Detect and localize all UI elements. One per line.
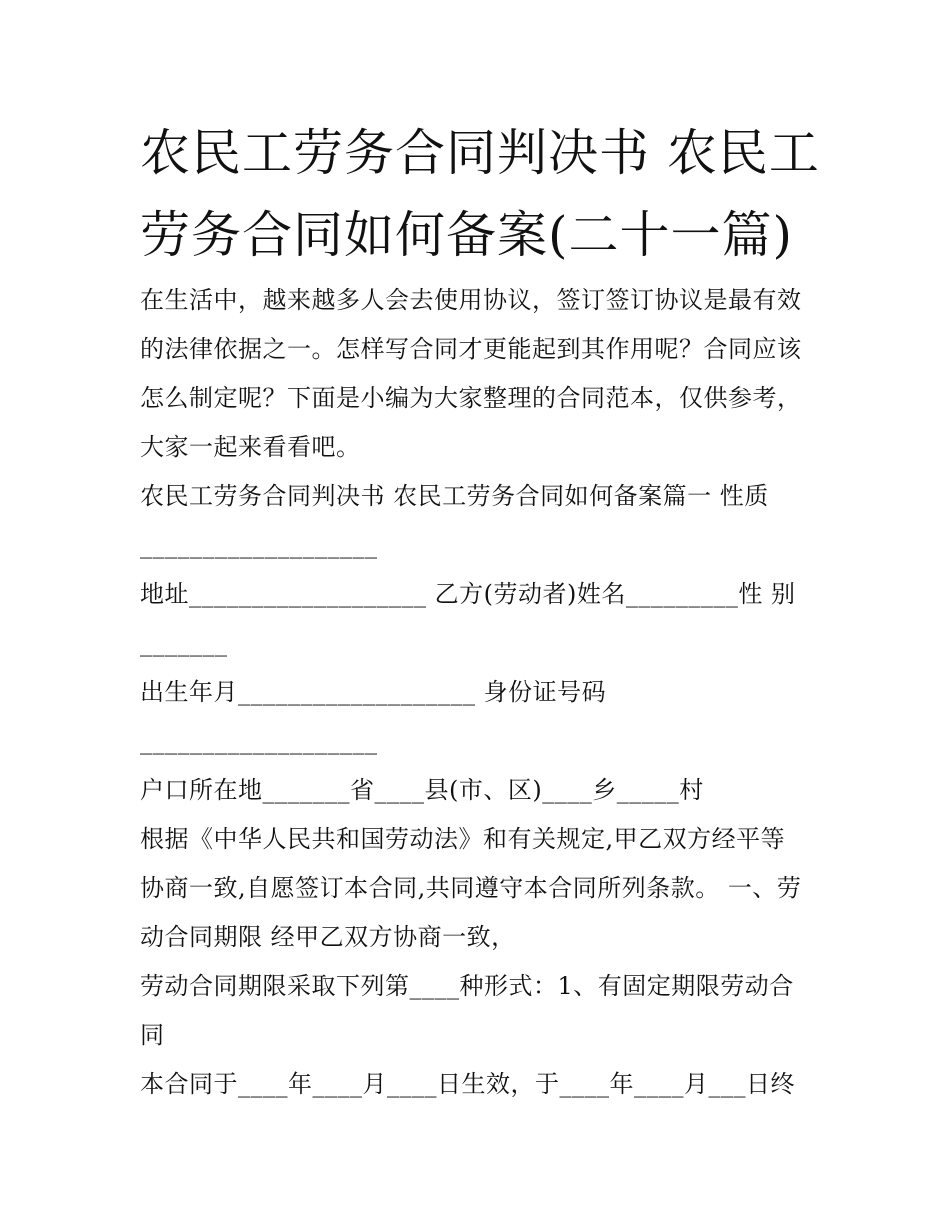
intro-line-4: 大家一起来看看吧。 bbox=[140, 433, 361, 461]
intro-line-1: 在生活中，越来越多人会去使用协议，签订签订协议是最有效 bbox=[140, 286, 802, 314]
term-form-line: 劳动合同期限采取下列第____种形式：1、有固定期限劳动合 bbox=[140, 972, 794, 1000]
term-form-line-cont: 同 bbox=[140, 1021, 165, 1049]
clause-line-3: 动合同期限 经甲乙双方协商一致， bbox=[140, 923, 516, 951]
effective-date-line: 本合同于____年____月____日生效，于____年____月___日终 bbox=[140, 1070, 795, 1098]
title-line-2: 劳务合同如何备案(二十一篇) bbox=[140, 206, 794, 264]
hukou-line: 户口所在地_______省____县(市、区)____乡_____村 bbox=[140, 776, 704, 804]
intro-line-3: 怎么制定呢？下面是小编为大家整理的合同范本，仅供参考， bbox=[140, 384, 802, 412]
blank-field-line: ___________________ bbox=[140, 531, 378, 559]
section-heading-line: 农民工劳务合同判决书 农民工劳务合同如何备案篇一 性质 bbox=[140, 482, 769, 510]
address-name-line: 地址___________________ 乙方(劳动者)姓名_________性 别 bbox=[140, 580, 796, 608]
clause-line-1: 根据《中华人民共和国劳动法》和有关规定,甲乙双方经平等 bbox=[140, 825, 786, 853]
document-title bbox=[140, 112, 820, 276]
intro-line-2: 的法律依据之一。怎样写合同才更能起到其作用呢？合同应该 bbox=[140, 335, 802, 363]
gender-blank-line: _______ bbox=[140, 629, 228, 657]
clause-line-2: 协商一致,自愿签订本合同,共同遵守本合同所列条款。 一、劳 bbox=[140, 874, 802, 902]
title-line-1: 农民工劳务合同判决书 农民工 bbox=[140, 124, 820, 182]
id-blank-line: ___________________ bbox=[140, 727, 378, 755]
document-body bbox=[140, 276, 820, 1109]
birth-id-line: 出生年月___________________ 身份证号码 bbox=[140, 678, 607, 706]
